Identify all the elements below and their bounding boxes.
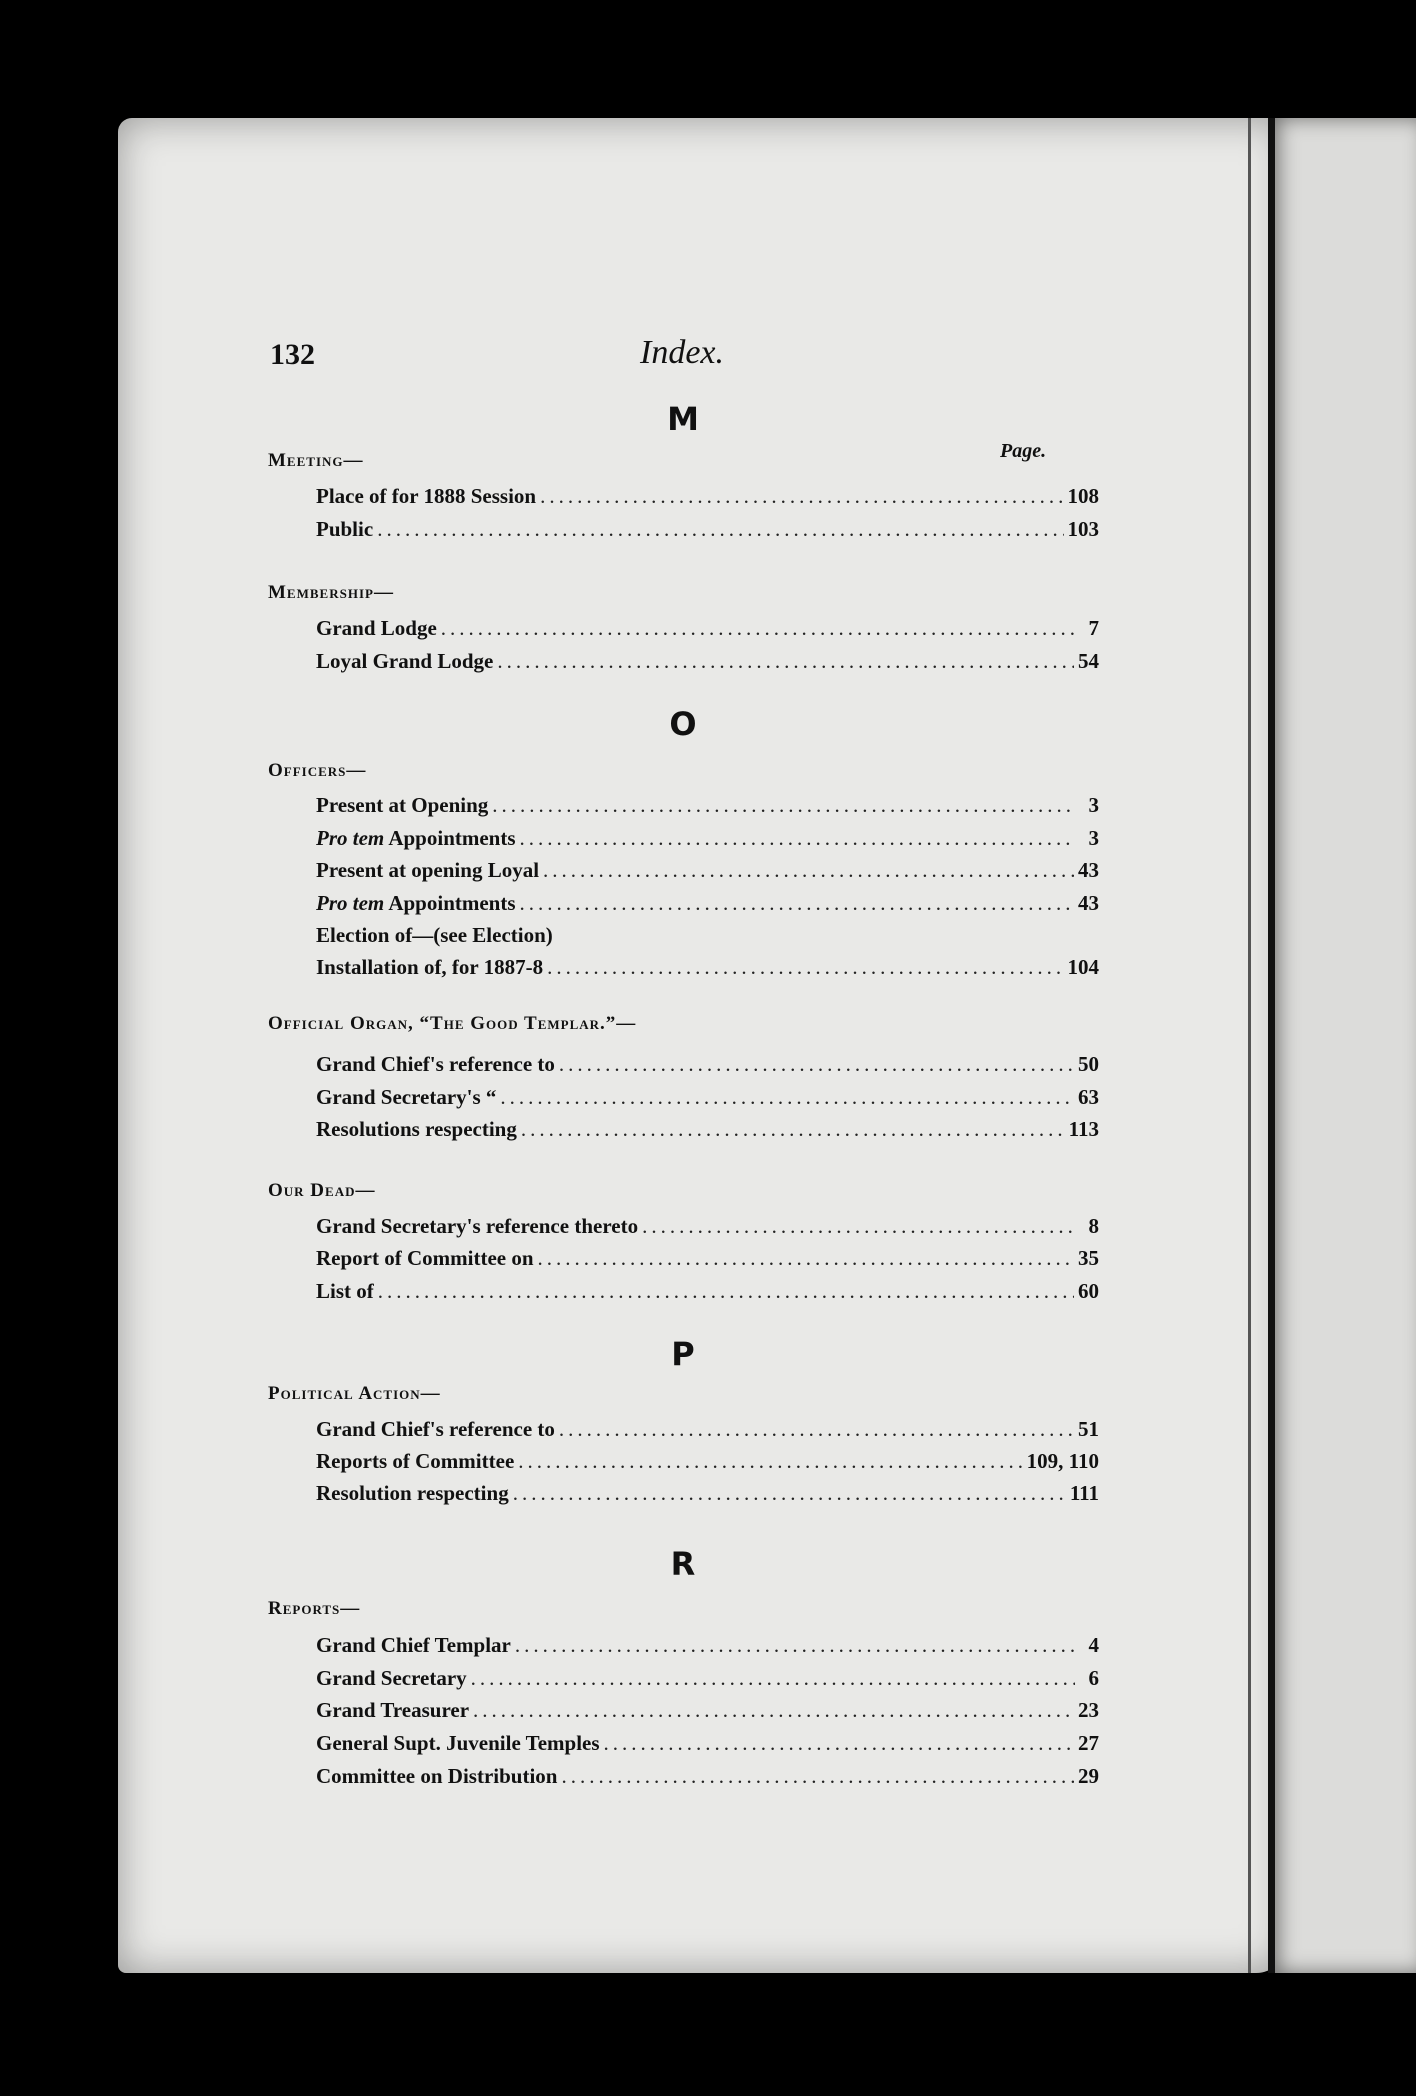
leader-dots xyxy=(513,1481,1066,1506)
section-letter: R xyxy=(670,1545,696,1583)
index-entry xyxy=(316,649,1099,679)
entry-label-italic: Pro tem xyxy=(316,891,385,915)
entry-page-number: 113 xyxy=(1068,1117,1099,1141)
leader-dots xyxy=(471,1666,1075,1691)
entry-label: Grand Chief's reference to xyxy=(316,1052,555,1076)
running-title: Index. xyxy=(640,334,725,371)
entry-label: Grand Lodge xyxy=(316,616,437,640)
entry-page-number: 50 xyxy=(1078,1052,1099,1076)
entry-label: Pro tem Appointments xyxy=(316,891,516,915)
entry-label: List of xyxy=(316,1279,374,1303)
facing-page-edge xyxy=(1268,118,1416,1973)
index-heading: Reports— xyxy=(268,1598,361,1619)
entry-page-number: 111 xyxy=(1069,1481,1099,1505)
entry-page-number: 7 xyxy=(1088,616,1099,640)
entry-page-number: 4 xyxy=(1088,1633,1099,1657)
page-column-label: Page. xyxy=(1000,440,1047,462)
entry-page-number: 104 xyxy=(1067,955,1099,979)
index-entry xyxy=(316,1764,1099,1794)
index-heading: Our Dead— xyxy=(268,1180,376,1201)
index-entry xyxy=(316,1731,1099,1761)
leader-dots xyxy=(492,793,1075,818)
entry-page-number: 109, 110 xyxy=(1026,1449,1099,1473)
entry-page-number: 103 xyxy=(1067,517,1099,541)
entry-label: Present at opening Loyal xyxy=(316,858,540,882)
leader-dots xyxy=(515,1633,1075,1658)
index-entry xyxy=(316,1449,1099,1479)
entry-page-number: 108 xyxy=(1067,484,1099,508)
entry-label: General Supt. Juvenile Temples xyxy=(316,1731,600,1755)
index-entry xyxy=(316,955,1099,985)
entry-label: Resolution respecting xyxy=(316,1481,509,1505)
entry-page-number: 63 xyxy=(1078,1085,1099,1109)
entry-label: Public xyxy=(316,517,374,541)
entry-page-number: 43 xyxy=(1078,891,1099,915)
leader-dots xyxy=(642,1214,1075,1239)
index-entry xyxy=(316,1417,1099,1447)
leader-dots xyxy=(538,1246,1074,1271)
entry-page-number: 54 xyxy=(1078,649,1099,673)
index-heading: Political Action— xyxy=(268,1383,441,1404)
section-letter: M xyxy=(667,400,699,438)
section-letter: O xyxy=(669,705,697,743)
index-entry xyxy=(316,484,1099,514)
leader-dots xyxy=(604,1731,1074,1756)
index-heading: Meeting— xyxy=(268,450,364,471)
entry-label: Grand Secretary's reference thereto xyxy=(316,1214,639,1238)
entry-label: Present at Opening xyxy=(316,793,489,817)
entry-page-number: 3 xyxy=(1088,826,1099,850)
index-entry xyxy=(316,1246,1099,1276)
entry-label: Grand Secretary's “ xyxy=(316,1085,497,1109)
index-entry xyxy=(316,1117,1099,1147)
leader-dots xyxy=(518,1449,1022,1474)
entry-label: Grand Chief's reference to xyxy=(316,1417,555,1441)
leader-dots xyxy=(500,1085,1074,1110)
index-entry xyxy=(316,1052,1099,1082)
entry-label: Pro tem Appointments xyxy=(316,826,516,850)
book-spine xyxy=(1268,118,1275,1973)
leader-dots xyxy=(559,1052,1074,1077)
index-entry xyxy=(316,517,1099,547)
leader-dots xyxy=(547,955,1063,980)
page-number: 132 xyxy=(270,338,315,371)
entry-page-number: 35 xyxy=(1078,1246,1099,1270)
entry-label: Resolutions respecting xyxy=(316,1117,517,1141)
index-entry xyxy=(316,1666,1099,1696)
section-letter: P xyxy=(671,1335,695,1373)
index-entry xyxy=(316,1481,1099,1511)
entry-page-number: 60 xyxy=(1078,1279,1099,1303)
leader-dots xyxy=(540,484,1063,509)
leader-dots xyxy=(521,1117,1065,1142)
index-entry xyxy=(316,1698,1099,1728)
index-entry xyxy=(316,858,1099,888)
page-header xyxy=(270,334,1100,388)
entry-label: Grand Treasurer xyxy=(316,1698,470,1722)
leader-dots xyxy=(497,649,1074,674)
leader-dots xyxy=(543,858,1074,883)
entry-label: Report of Committee on xyxy=(316,1246,534,1270)
index-entry xyxy=(316,1279,1099,1309)
entry-label: Reports of Committee xyxy=(316,1449,515,1473)
entry-label: Election of—(see Election) xyxy=(316,923,553,947)
page-fold-shadow xyxy=(1248,118,1251,1973)
index-heading: Membership— xyxy=(268,582,394,603)
entry-label: Grand Chief Templar xyxy=(316,1633,511,1657)
entry-page-number: 27 xyxy=(1078,1731,1099,1755)
entry-label: Committee on Distribution xyxy=(316,1764,558,1788)
entry-page-number: 3 xyxy=(1088,793,1099,817)
leader-dots xyxy=(561,1764,1074,1789)
entry-label: Installation of, for 1887-8 xyxy=(316,955,544,979)
leader-dots xyxy=(520,826,1075,851)
leader-dots xyxy=(378,1279,1074,1304)
index-entry xyxy=(316,616,1099,646)
index-heading: Officers— xyxy=(268,760,367,781)
index-entry xyxy=(316,1633,1099,1663)
entry-page-number: 51 xyxy=(1078,1417,1099,1441)
entry-page-number: 6 xyxy=(1088,1666,1099,1690)
index-entry xyxy=(316,826,1099,856)
leader-dots xyxy=(473,1698,1074,1723)
leader-dots xyxy=(377,517,1063,542)
leader-dots xyxy=(441,616,1075,641)
entry-page-number: 29 xyxy=(1078,1764,1099,1788)
entry-label-italic: Pro tem xyxy=(316,826,385,850)
leader-dots xyxy=(520,891,1074,916)
entry-page-number: 8 xyxy=(1088,1214,1099,1238)
index-entry xyxy=(316,1085,1099,1115)
index-entry xyxy=(316,923,1099,953)
entry-page-number: 43 xyxy=(1078,858,1099,882)
index-entry xyxy=(316,891,1099,921)
entry-label: Grand Secretary xyxy=(316,1666,467,1690)
leader-dots xyxy=(559,1417,1074,1442)
index-heading: Official Organ, “The Good Templar.”— xyxy=(268,1013,637,1034)
index-entry xyxy=(316,1214,1099,1244)
entry-label: Loyal Grand Lodge xyxy=(316,649,494,673)
entry-label: Place of for 1888 Session xyxy=(316,484,537,508)
entry-page-number: 23 xyxy=(1078,1698,1099,1722)
index-entry xyxy=(316,793,1099,823)
